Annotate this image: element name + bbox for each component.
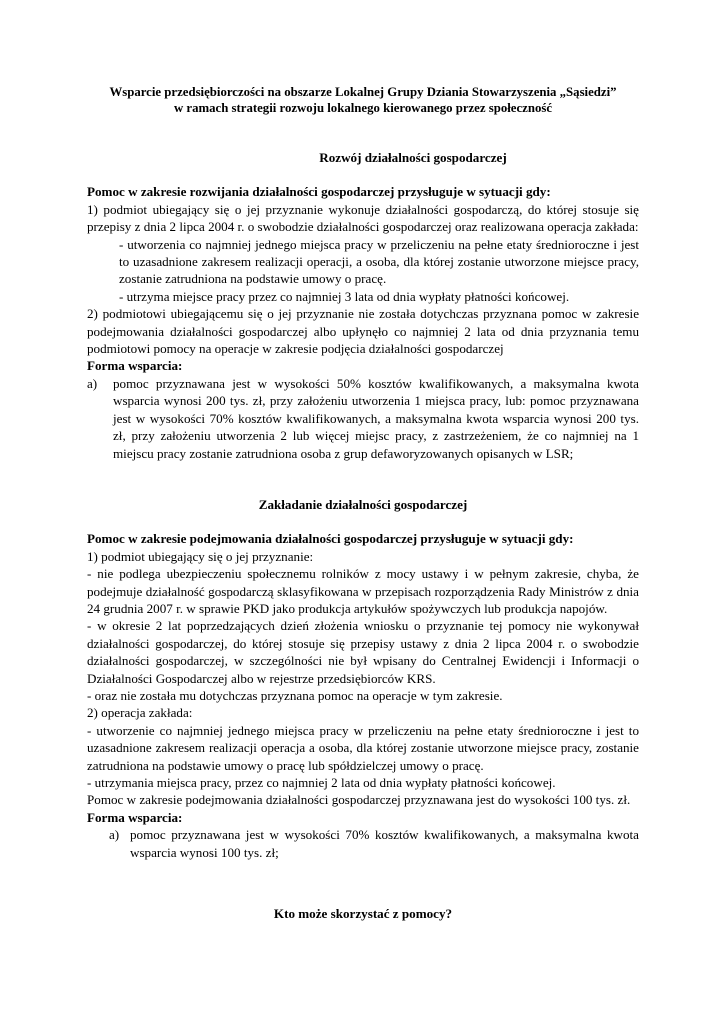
document-page bbox=[87, 84, 639, 922]
section2-line: - nie podlega ubezpieczeniu społecznemu rolników z mocy ustawy i w pełnym zakresie, chyba, że podejmuje działalność gospodarczą sklasyfikowana w przepisach rozporządzenia Rady Ministrów z dnia 24 grudnia 2007 r. w sprawie PKD jako produkcja artykułów spożywczych lub produkcja napojów. bbox=[87, 566, 639, 616]
section2-intro: Pomoc w zakresie podejmowania działalności gospodarczej przysługuje w sytuacji gdy: bbox=[87, 531, 574, 547]
section1-heading: Rozwój działalności gospodarczej bbox=[319, 150, 507, 165]
section2-line: - w okresie 2 lat poprzedzających dzień złożenia wniosku o przyznanie tej pomocy nie wykonywał działalności gospodarczej, do której stosuje się przepisy ustawy z dnia 2 lipca 2004 r. o swobodzie działalności gospodarczej, w szczególności nie był wpisany do Centralnej Ewidencji i Informacji o Działalności Gospodarczej albo w rejestrze przedsiębiorców KRS. bbox=[87, 618, 639, 686]
document-title-line2: w ramach strategii rozwoju lokalnego kierowanego przez społeczność bbox=[173, 101, 553, 115]
section2-line: 1) podmiot ubiegający się o jej przyznanie: bbox=[87, 548, 314, 564]
list-item bbox=[87, 375, 639, 462]
section3-heading: Kto może skorzystać z pomocy? bbox=[273, 906, 453, 922]
section2-line: - utworzenie co najmniej jednego miejsca pracy w przeliczeniu na pełne etaty średnioroczne i jest to uzasadnione zakresem realizacji operacja a osoba, dla której zostanie utworzone miejsce pracy, zostanie zatrudniona na podstawie umowy o pracę lub spółdzielczej umowy o pracę. bbox=[87, 722, 639, 773]
section2-line: - oraz nie została mu dotychczas przyznana pomoc na operacje w tym zakresie. bbox=[87, 687, 503, 703]
section2-forma-list bbox=[87, 826, 639, 861]
section2-line: 2) operacja zakłada: bbox=[87, 705, 193, 721]
list-marker: a) bbox=[109, 827, 120, 843]
section1-paragraph-1: 1) podmiot ubiegający się o jej przyznanie wykonuje działalności gospodarczą, do której stosuje się przepisy z dnia 2 lipca 2004 r. o swobodzie działalności gospodarczej oraz realizowana operacja zakłada: bbox=[87, 201, 639, 235]
section1-forma-label: Forma wsparcia: bbox=[87, 358, 183, 374]
list-item bbox=[87, 826, 639, 861]
list-item-text: pomoc przyznawana jest w wysokości 50% kosztów kwalifikowanych, a maksymalna kwota wsparcia wynosi 200 tys. zł, przy założeniu utworzenia 1 miejsca pracy, lub: pomoc przyznawana jest w wysokości 70% kosztów kwalifikowanych, a maksymalna kwota wsparcia wynosi 200 tys. zł, przy założeniu utworzenia 2 lub więcej miejsc pracy, z zastrzeżeniem, że co najmniej na 1 miejscu pracy zostanie zatrudniona osoba z grup defaworyzowanych opisanych w LSR; bbox=[113, 375, 639, 461]
section2-line: - utrzymania miejsca pracy, przez co najmniej 2 lata od dnia wypłaty płatności końcowej. bbox=[87, 775, 556, 790]
document-title-line1: Wsparcie przedsiębiorczości na obszarze Lokalnej Grupy Dziania Stowarzyszenia „Sąsiedzi” bbox=[109, 85, 617, 99]
list-item: - utrzyma miejsce pracy przez co najmniej 3 lata od dnia wypłaty płatności końcowej. bbox=[119, 288, 570, 304]
section1-forma-list bbox=[87, 375, 639, 462]
list-item-text: pomoc przyznawana jest w wysokości 70% kosztów kwalifikowanych, a maksymalna kwota wsparcia wynosi 100 tys. zł; bbox=[130, 827, 639, 860]
list-item: - utworzenia co najmniej jednego miejsca pracy w przeliczeniu na pełne etaty średnioroczne i jest to uzasadnione zakresem realizacji operacji, a osoba, dla której zostanie utworzone miejsce pracy, zostanie zatrudniona na podstawie umowy o pracę. bbox=[119, 236, 639, 287]
section1-paragraph-2: 2) podmiotowi ubiegającemu się o jej przyznanie nie została dotychczas przyznana pomoc w zakresie podejmowania działalności gospodarczej albo upłynęło co najmniej 2 lata od dnia przyznania temu podmiotowi pomocy na operacje w zakresie podjęcia działalności gospodarczej bbox=[87, 306, 639, 357]
section1-bullet-list bbox=[119, 236, 639, 306]
section1-intro: Pomoc w zakresie rozwijania działalności gospodarczej przysługuje w sytuacji gdy: bbox=[87, 184, 551, 200]
section2-line: Pomoc w zakresie podejmowania działalności gospodarczej przyznawana jest do wysokości 100 tys. zł. bbox=[87, 792, 631, 808]
section2-heading: Zakładanie działalności gospodarczej bbox=[258, 496, 468, 512]
list-marker: a) bbox=[87, 375, 98, 391]
section2-forma-label: Forma wsparcia: bbox=[87, 809, 183, 825]
